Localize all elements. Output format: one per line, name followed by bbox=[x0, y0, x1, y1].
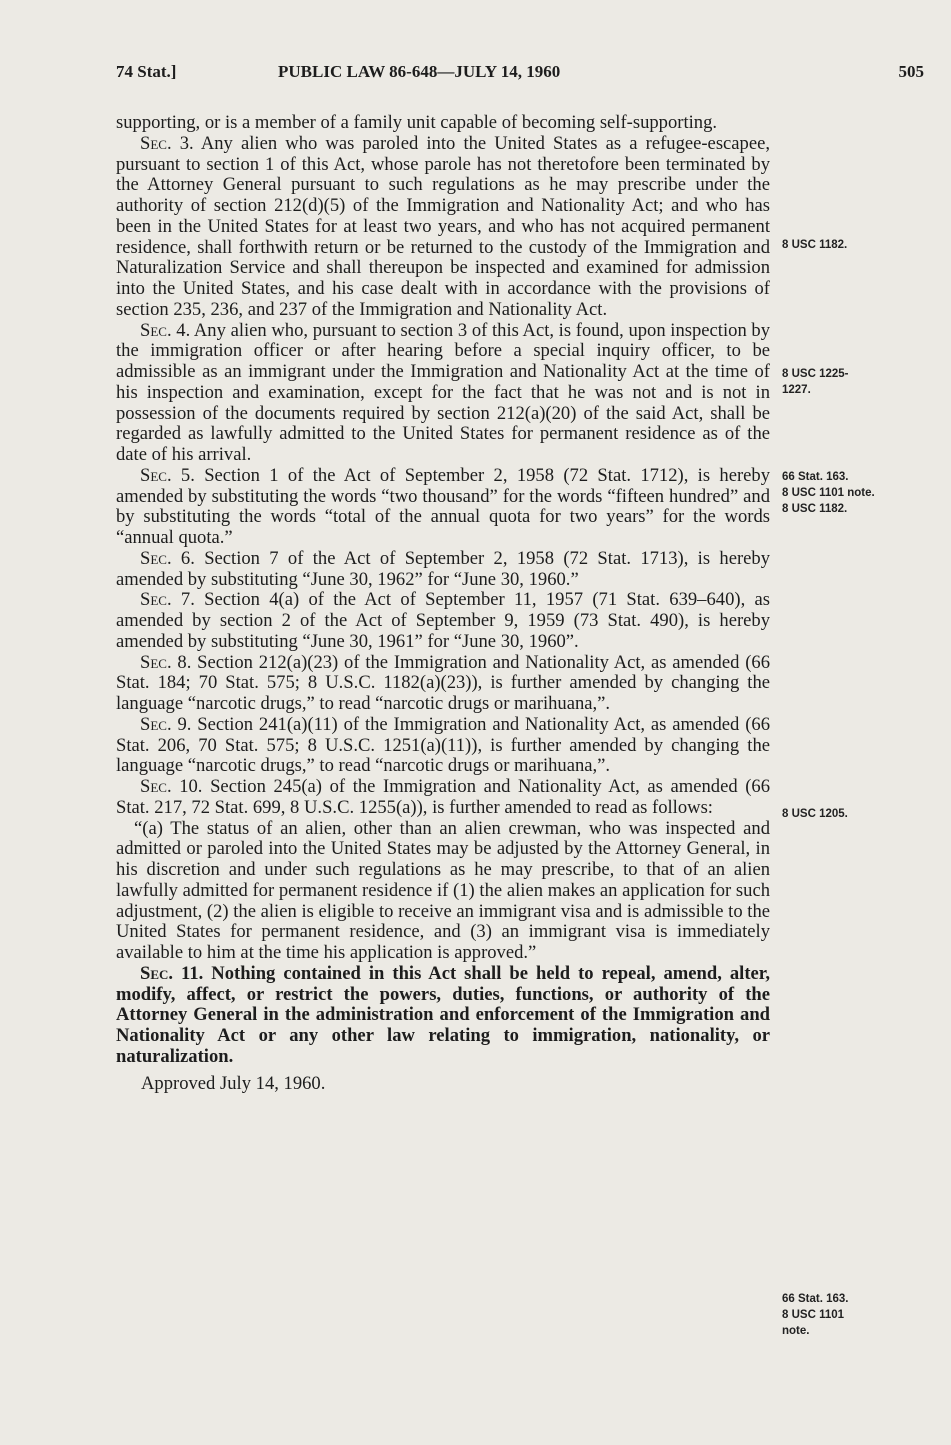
quoted-amendment: “(a) The status of an alien, other than an alien crewman, who was inspected and admitted or paroled into the United States may be adjusted by the Attorney General, in his discretion and under such regulations as he may prescribe, to that of an alien lawfully admitted for permanent residence if (1) the alien makes an application for such adjustment, (2) the alien is eligible to receive an immigrant visa and is admissible to the United States for permanent residence, and (3) an immigrant visa is immediately available to him at the time his application is approved.” bbox=[116, 817, 770, 963]
section-label: Sec. 7. bbox=[140, 589, 195, 611]
section-label: Sec. 11. bbox=[140, 962, 204, 984]
section-text: Nothing contained in this Act shall be held to repeal, amend, alter, modify, affect, or restrict the powers, duties, functions, or authority of the Attorney General in the administration and enforcement of the Immigration and Nationality Act or any other law relating to immigration, nationality, or naturalization. bbox=[116, 962, 770, 1067]
section-text: Section 245(a) of the Immigration and Nationality Act, as amended (66 Stat. 217, 72 Stat. 699, 8 U.S.C. 1255(a)), is further amended to read as follows: bbox=[116, 776, 771, 818]
section-label: Sec. 10. bbox=[140, 776, 203, 797]
margin-note-final: 66 Stat. 163. 8 USC 1101 note. bbox=[782, 1293, 849, 1337]
section-text: Section 212(a)(23) of the Immigration and Nationality Act, as amended (66 Stat. 184; 70 Stat. 575; 8 U.S.C. 1182(a)(23)), is further amended by changing the language “narcotic drugs,” to read “narcotic drugs or marihuana,”. bbox=[116, 651, 770, 714]
law-title: PUBLIC LAW 86-648—JULY 14, 1960 bbox=[278, 62, 561, 81]
section-label: Sec. 5. bbox=[140, 464, 195, 486]
section-label: Sec. 8. bbox=[140, 651, 192, 673]
section-9 bbox=[116, 715, 770, 777]
section-label: Sec. 6. bbox=[140, 547, 195, 569]
section-8 bbox=[116, 653, 770, 715]
section-text: Section 7 of the Act of September 2, 1958 (72 Stat. 1713), is hereby amended by substituting “June 30, 1962” for “June 30, 1960.” bbox=[116, 547, 770, 590]
section-7 bbox=[116, 590, 770, 652]
section-label: Sec. 3. bbox=[140, 132, 194, 154]
margin-note-stat-163: 66 Stat. 163. 8 USC 1101 note. 8 USC 1182. bbox=[782, 471, 875, 515]
section-4 bbox=[116, 321, 770, 466]
paragraph-continued: supporting, or is a member of a family unit capable of becoming self-supporting. bbox=[116, 112, 718, 133]
running-header bbox=[116, 62, 924, 90]
section-label: Sec. 4. bbox=[140, 319, 191, 341]
approval-date: Approved July 14, 1960. bbox=[141, 1072, 326, 1094]
section-5 bbox=[116, 466, 770, 549]
section-label: Sec. 9. bbox=[140, 713, 192, 735]
volume-reference: 74 Stat.] bbox=[116, 62, 177, 81]
margin-note-usc-1225: 8 USC 1225- 1227. bbox=[782, 368, 849, 396]
margin-note-usc-1205: 8 USC 1205. bbox=[782, 808, 848, 820]
section-3 bbox=[116, 134, 770, 321]
section-10 bbox=[116, 777, 770, 819]
section-text: Section 4(a) of the Act of September 11, 1957 (71 Stat. 639–640), as amended by section 2 of the Act of September 9, 1959 (73 Stat. 490), is hereby amended by substituting “June 30, 1961” for “June 30, 1960”. bbox=[116, 589, 771, 652]
section-text: Any alien who was paroled into the United States as a refugee-escapee, pursuant to section 1 of this Act, whose parole has not theretofore been terminated by the Attorney General pursuant to such regulations as he may prescribe under the authority of section 212(d)(5) of the Immigration and Nationality Act; and who has been in the United States for at least two years, and who has not acquired permanent residence, shall forthwith return or be returned to the custody of the Immigration and Naturalization Service and shall thereupon be inspected and examined for admission into the United States, and his case dealt with in accordance with the provisions of section 235, 236, and 237 of the Immigration and Nationality Act. bbox=[116, 132, 771, 320]
section-text: Section 1 of the Act of September 2, 1958 (72 Stat. 1712), is hereby amended by substituting the words “two thousand” for the words “fifteen hundred” and by substituting the words “total of the annual quota for two years” for the words “annual quota.” bbox=[116, 464, 770, 548]
margin-note-usc-1182: 8 USC 1182. bbox=[782, 239, 848, 251]
section-6 bbox=[116, 549, 770, 591]
page-number: 505 bbox=[898, 62, 924, 81]
section-text: Any alien who, pursuant to section 3 of this Act, is found, upon inspection by the immigration officer or after hearing before a special inquiry officer, to be admissible as an immigrant under the Immigration and Nationality Act at the time of his inspection and examination, except for the fact that he was not and is not in possession of the documents required by section 212(a)(20) of the said Act, shall be regarded as lawfully admitted to the United States for permanent residence as of the date of his arrival. bbox=[116, 319, 771, 465]
section-11 bbox=[116, 964, 770, 1068]
body-text bbox=[116, 113, 770, 1094]
section-text: Section 241(a)(11) of the Immigration and Nationality Act, as amended (66 Stat. 206, 70 Stat. 575; 8 U.S.C. 1251(a)(11)), is further amended by changing the language “narcotic drugs,” to read “narcotic drugs or marihuana,”. bbox=[116, 713, 771, 777]
